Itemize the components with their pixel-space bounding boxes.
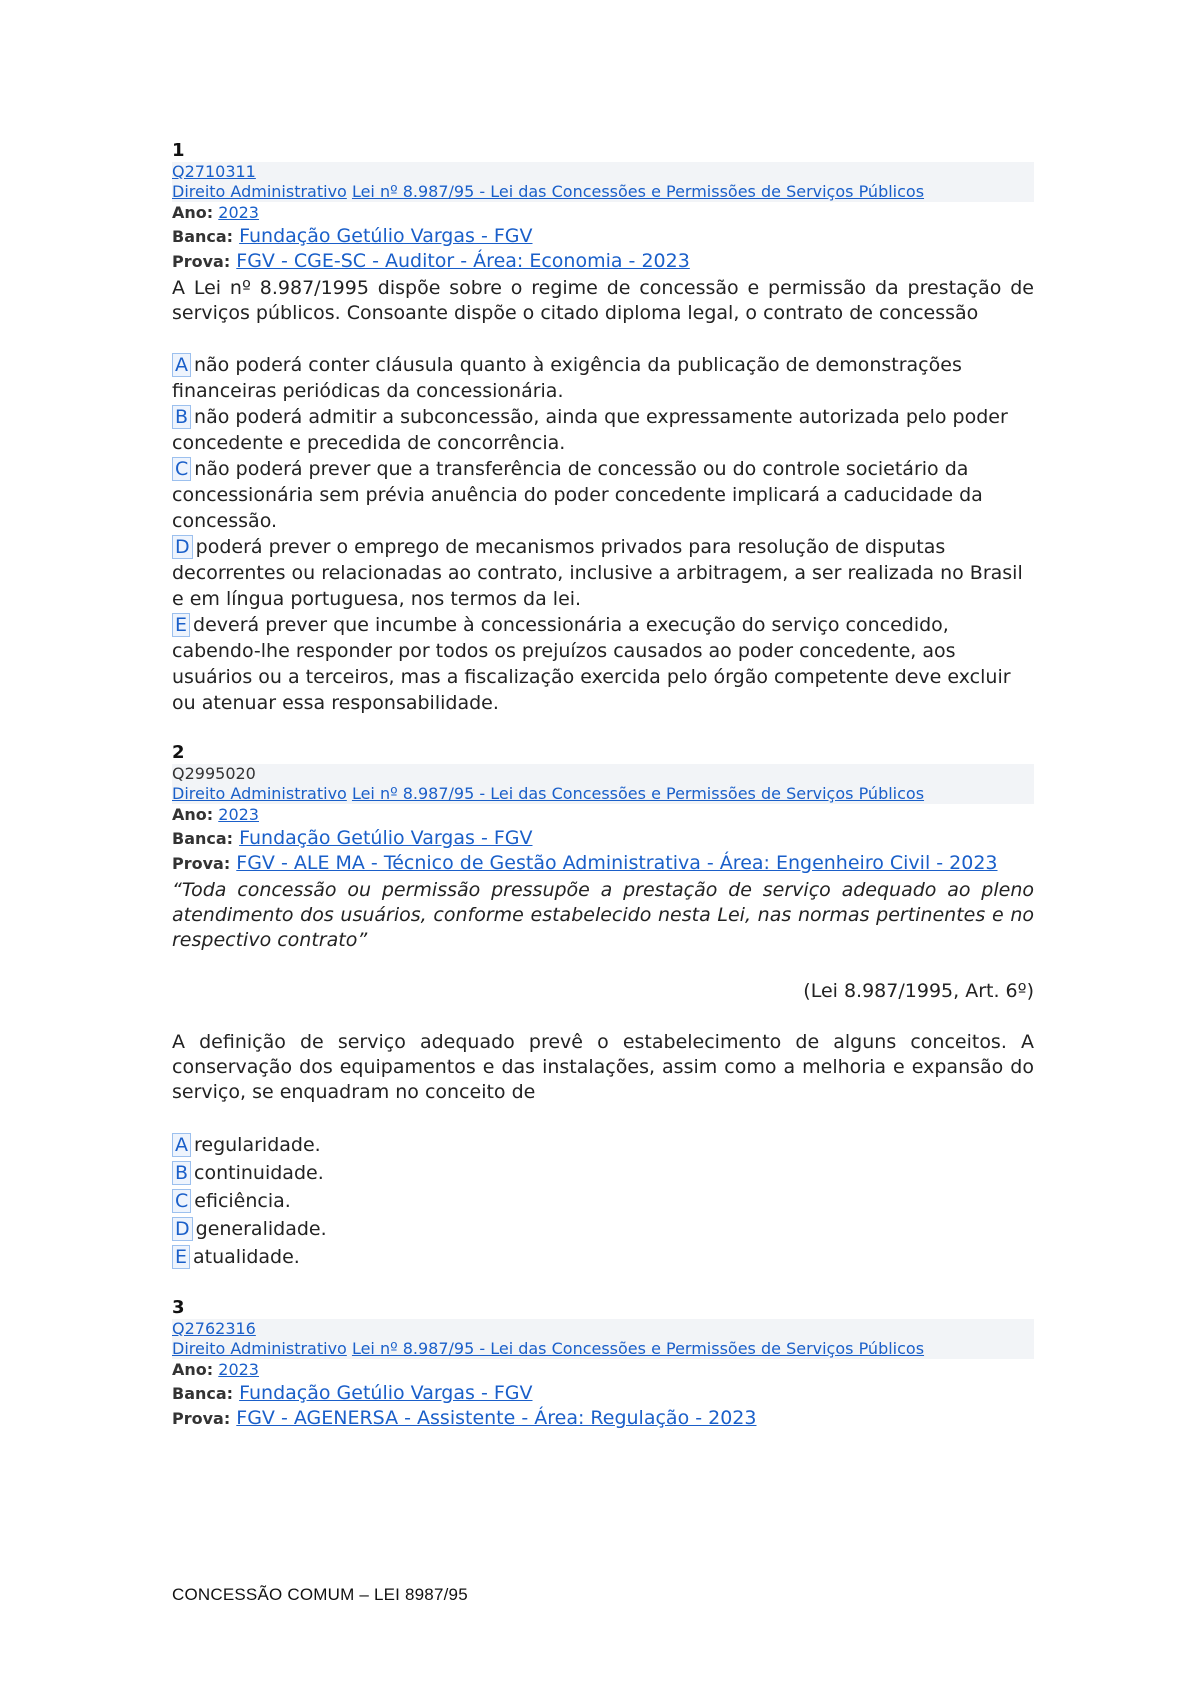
option-letter[interactable]: D <box>172 535 193 559</box>
prova-row <box>172 249 1034 274</box>
option-letter[interactable]: D <box>172 1217 193 1241</box>
option-text: não poderá prever que a transferência de concessão ou do controle societário da concessionária sem prévia anuência do poder concedente implicará a caducidade da concessão. <box>172 458 983 532</box>
question-meta-band <box>172 764 1034 804</box>
option-e[interactable] <box>172 1243 1034 1271</box>
banca-row <box>172 224 1034 249</box>
option-letter[interactable]: E <box>172 613 190 637</box>
prova-link[interactable]: FGV - ALE MA - Técnico de Gestão Administrativa - Área: Engenheiro Civil - 2023 <box>236 852 998 874</box>
banca-label: Banca: <box>172 829 234 848</box>
option-letter[interactable]: C <box>172 457 191 481</box>
question-id-link[interactable]: Q2762316 <box>172 1319 256 1338</box>
option-letter[interactable]: A <box>172 353 191 377</box>
options-list <box>172 1131 1034 1271</box>
option-text: não poderá admitir a subconcessão, ainda que expressamente autorizada pelo poder concedente e precedida de concorrência. <box>172 406 1008 454</box>
question-number: 2 <box>172 742 185 763</box>
question-number: 1 <box>172 140 185 161</box>
option-letter[interactable]: B <box>172 1161 191 1185</box>
prova-label: Prova: <box>172 252 231 271</box>
banca-row <box>172 826 1034 851</box>
option-d[interactable] <box>172 534 1034 612</box>
option-text: continuidade. <box>194 1162 324 1184</box>
question-statement: A Lei nº 8.987/1995 dispõe sobre o regime de concessão e permissão da prestação de serviços públicos. Consoante dispõe o citado diploma legal, o contrato de concessão <box>172 277 1034 324</box>
prova-label: Prova: <box>172 1409 231 1428</box>
page-footer: CONCESSÃO COMUM – LEI 8987/95 <box>172 1585 468 1604</box>
option-c[interactable] <box>172 1187 1034 1215</box>
option-b[interactable] <box>172 404 1034 456</box>
question-1 <box>172 140 1034 716</box>
question-3 <box>172 1297 1034 1431</box>
option-letter[interactable]: C <box>172 1189 191 1213</box>
option-c[interactable] <box>172 456 1034 534</box>
banca-link[interactable]: Fundação Getúlio Vargas - FGV <box>239 827 533 849</box>
prova-link[interactable]: FGV - CGE-SC - Auditor - Área: Economia - 2023 <box>236 250 690 272</box>
options-list <box>172 352 1034 716</box>
question-meta-band <box>172 162 1034 202</box>
prova-row <box>172 1406 1034 1431</box>
question-statement: A definição de serviço adequado prevê o estabelecimento de alguns conceitos. A conservação dos equipamentos e das instalações, assim como a melhoria e expansão do serviço, se enquadram no conceito de <box>172 1031 1034 1103</box>
option-letter[interactable]: B <box>172 405 191 429</box>
option-text: generalidade. <box>195 1218 327 1240</box>
prova-link[interactable]: FGV - AGENERSA - Assistente - Área: Regulação - 2023 <box>236 1407 757 1429</box>
year-row <box>172 202 1034 224</box>
document-page <box>172 140 1034 1457</box>
topic-link[interactable]: Lei nº 8.987/95 - Lei das Concessões e Permissões de Serviços Públicos <box>351 1339 925 1358</box>
law-quote: “Toda concessão ou permissão pressupõe a prestação de serviço adequado ao pleno atendimento dos usuários, conforme estabelecido nesta Lei, nas normas pertinentes e no respectivo contrato” <box>172 879 1034 951</box>
year-link[interactable]: 2023 <box>218 805 259 824</box>
law-citation: (Lei 8.987/1995, Art. 6º) <box>803 980 1034 1002</box>
option-text: não poderá conter cláusula quanto à exigência da publicação de demonstrações financeiras periódicas da concessionária. <box>172 354 962 402</box>
year-link[interactable]: 2023 <box>218 1360 259 1379</box>
banca-label: Banca: <box>172 1384 234 1403</box>
question-id: Q2995020 <box>172 764 256 783</box>
prova-row <box>172 851 1034 876</box>
option-text: poderá prever o emprego de mecanismos privados para resolução de disputas decorrentes ou relacionadas ao contrato, inclusive a arbitragem, a ser realizada no Brasil e em língua portuguesa, nos termos da lei. <box>172 536 1023 610</box>
subject-link[interactable]: Direito Administrativo <box>172 1339 347 1358</box>
banca-link[interactable]: Fundação Getúlio Vargas - FGV <box>239 225 533 247</box>
banca-row <box>172 1381 1034 1406</box>
option-letter[interactable]: A <box>172 1133 191 1157</box>
option-e[interactable] <box>172 612 1034 716</box>
option-letter[interactable]: E <box>172 1245 190 1269</box>
year-row <box>172 1359 1034 1381</box>
subject-link[interactable]: Direito Administrativo <box>172 784 347 803</box>
banca-label: Banca: <box>172 227 234 246</box>
option-a[interactable] <box>172 1131 1034 1159</box>
question-2 <box>172 742 1034 1271</box>
prova-label: Prova: <box>172 854 231 873</box>
option-b[interactable] <box>172 1159 1034 1187</box>
question-meta-band <box>172 1319 1034 1359</box>
option-text: atualidade. <box>193 1246 300 1268</box>
option-a[interactable] <box>172 352 1034 404</box>
year-label: Ano: <box>172 805 214 824</box>
subject-link[interactable]: Direito Administrativo <box>172 182 347 201</box>
year-label: Ano: <box>172 1360 214 1379</box>
option-text: eficiência. <box>194 1190 291 1212</box>
option-text: regularidade. <box>194 1134 321 1156</box>
year-label: Ano: <box>172 203 214 222</box>
option-text: deverá prever que incumbe à concessionária a execução do serviço concedido, cabendo-lhe responder por todos os prejuízos causados ao poder concedente, aos usuários ou a terceiros, mas a fiscalização exercida pelo órgão competente deve excluir ou atenuar essa responsabilidade. <box>172 614 1011 714</box>
year-link[interactable]: 2023 <box>218 203 259 222</box>
question-number: 3 <box>172 1297 185 1318</box>
question-id-link[interactable]: Q2710311 <box>172 162 256 181</box>
topic-link[interactable]: Lei nº 8.987/95 - Lei das Concessões e Permissões de Serviços Públicos <box>351 182 925 201</box>
year-row <box>172 804 1034 826</box>
banca-link[interactable]: Fundação Getúlio Vargas - FGV <box>239 1382 533 1404</box>
topic-link[interactable]: Lei nº 8.987/95 - Lei das Concessões e Permissões de Serviços Públicos <box>351 784 925 803</box>
option-d[interactable] <box>172 1215 1034 1243</box>
